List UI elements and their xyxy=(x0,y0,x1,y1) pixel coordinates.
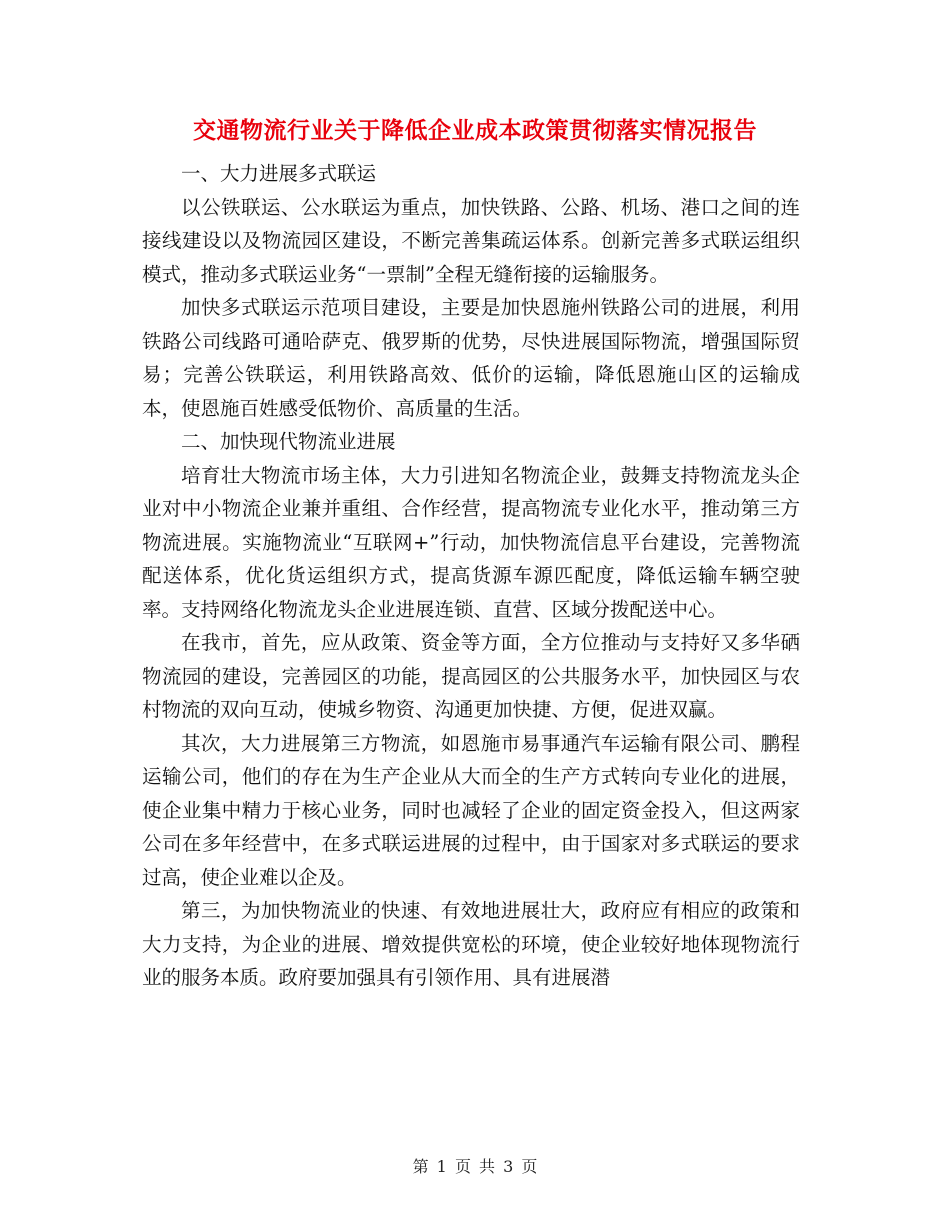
document-body xyxy=(142,157,800,995)
paragraph: 以公铁联运、公水联运为重点，加快铁路、公路、机场、港口之间的连接线建设以及物流园区建设，不断完善集疏运体系。创新完善多式联运组织模式，推动多式联运业务“一票制”全程无缝衔接的运输服务。 xyxy=(142,195,800,286)
document-title: 交通物流行业关于降低企业成本政策贯彻落实情况报告 xyxy=(193,118,757,144)
page-number-footer: 第 1 页 共 3 页 xyxy=(412,1157,538,1176)
paragraph: 在我市，首先，应从政策、资金等方面，全方位推动与支持好又多华硒物流园的建设，完善园区的功能，提高园区的公共服务水平，加快园区与农村物流的双向互动，使城乡物资、沟通更加快捷、方便，促进双赢。 xyxy=(142,631,800,721)
section-heading: 一、大力进展多式联运 xyxy=(181,162,377,185)
paragraph: 第三，为加快物流业的快速、有效地进展壮大，政府应有相应的政策和大力支持，为企业的进展、增效提供宽松的环境，使企业较好地体现物流行业的服务本质。政府要加强具有引领作用、具有进展潜 xyxy=(142,899,800,989)
paragraph: 培育壮大物流市场主体，大力引进知名物流企业，鼓舞支持物流龙头企业对中小物流企业兼并重组、合作经营，提高物流专业化水平，推动第三方物流进展。实施物流业“互联网+”行动，加快物流信息平台建设，完善物流配送体系，优化货运组织方式，提高货源车源匹配度，降低运输车辆空驶率。支持网络化物流龙头企业进展连锁、直营、区域分拨配送中心。 xyxy=(142,463,800,621)
section-heading: 二、加快现代物流业进展 xyxy=(181,430,396,453)
paragraph: 其次，大力进展第三方物流，如恩施市易事通汽车运输有限公司、鹏程运输公司，他们的存在为生产企业从大而全的生产方式转向专业化的进展，使企业集中精力于核心业务，同时也减轻了企业的固定资金投入，但这两家公司在多年经营中，在多式联运进展的过程中，由于国家对多式联运的要求过高，使企业难以企及。 xyxy=(142,731,800,889)
paragraph: 加快多式联运示范项目建设，主要是加快恩施州铁路公司的进展，利用铁路公司线路可通哈萨克、俄罗斯的优势，尽快进展国际物流，增强国际贸易；完善公铁联运，利用铁路高效、低价的运输，降低恩施山区的运输成本，使恩施百姓感受低物价、高质量的生活。 xyxy=(142,296,800,420)
